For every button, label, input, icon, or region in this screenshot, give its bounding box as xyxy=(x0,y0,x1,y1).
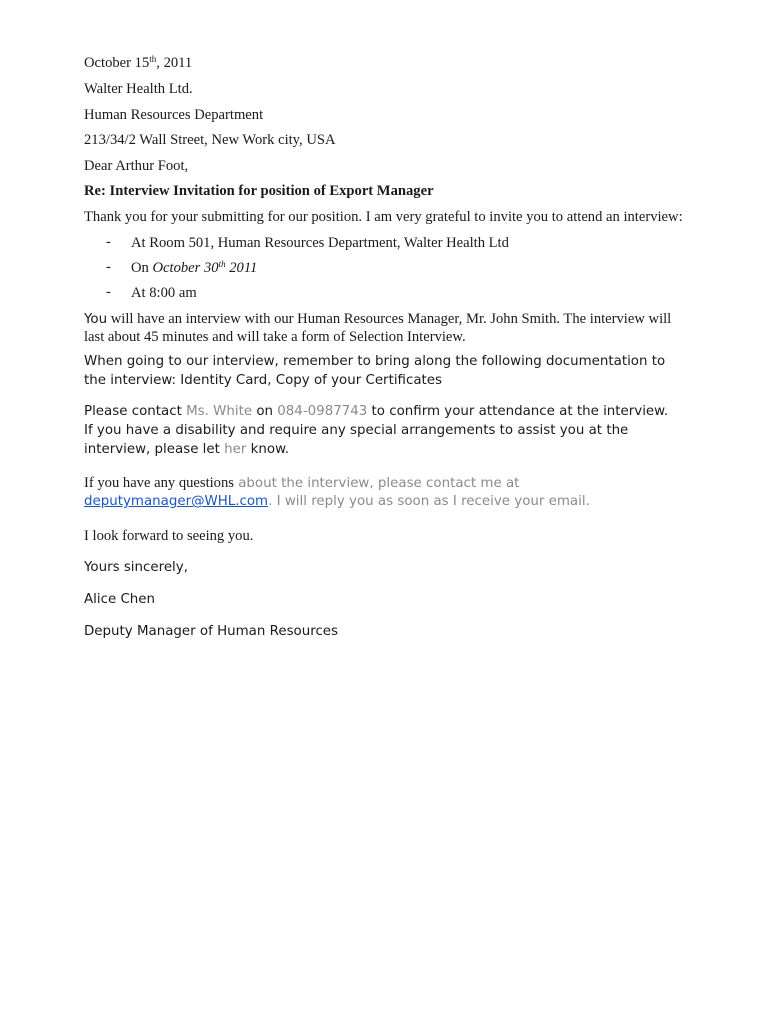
bullet-date-prefix: On xyxy=(131,260,153,276)
questions-line1 xyxy=(84,474,519,493)
email-link[interactable]: deputymanager@WHL.com xyxy=(84,494,269,509)
para1-line1-text: will have an interview with our Human Resources Manager, Mr. John Smith. The interview will xyxy=(107,311,672,327)
salutation: Dear Arthur Foot, xyxy=(84,158,189,174)
letter-date xyxy=(84,54,192,72)
bullet-marker: - xyxy=(106,234,111,250)
questions-line2 xyxy=(84,493,590,511)
bullet-date-ordinal: th xyxy=(218,259,226,269)
company-address: 213/34/2 Wall Street, New Work city, USA xyxy=(84,132,336,148)
contact-line3 xyxy=(84,441,289,459)
signer-title: Deputy Manager of Human Resources xyxy=(84,624,339,639)
signer-name: Alice Chen xyxy=(84,592,156,607)
bullet-date-value: October 30 xyxy=(152,260,219,276)
contact-line2: If you have a disability and require any special arrangements to assist you at the xyxy=(84,423,629,438)
contact-line3-text-a: interview, please let xyxy=(84,442,225,457)
look-forward-line: I look forward to seeing you. xyxy=(84,528,254,544)
contact-phone: 084-0987743 xyxy=(277,404,368,419)
bullet-marker: - xyxy=(106,259,111,275)
date-year: , 2011 xyxy=(156,55,193,71)
para1-start-word: You xyxy=(84,312,108,327)
questions-text-c: . I will reply you as soon as I receive your email. xyxy=(268,494,590,509)
contact-line3-text-b: know. xyxy=(246,442,290,457)
subject-line: Re: Interview Invitation for position of Export Manager xyxy=(84,183,434,199)
intro-paragraph: Thank you for your submitting for our position. I am very grateful to invite you to attend an interview: xyxy=(84,209,683,225)
bullet-marker: - xyxy=(106,284,111,300)
questions-text-b: about the interview, please contact me at xyxy=(233,476,520,491)
contact-text-a: Please contact xyxy=(84,404,187,419)
contact-line3-her: her xyxy=(224,442,247,457)
department-name: Human Resources Department xyxy=(84,107,264,123)
contact-line1 xyxy=(84,403,668,421)
contact-text-b: on xyxy=(252,404,278,419)
interview-details-line1 xyxy=(84,310,671,329)
closing-line: Yours sincerely, xyxy=(84,560,188,575)
bullet-text-location: At Room 501, Human Resources Department, Walter Health Ltd xyxy=(131,235,509,251)
date-text: October 15 xyxy=(84,55,150,71)
bullet-text-time: At 8:00 am xyxy=(131,285,197,301)
contact-text-c: to confirm your attendance at the interview. xyxy=(367,404,669,419)
date-ordinal: th xyxy=(149,54,157,64)
interview-details-line2: last about 45 minutes and will take a form of Selection Interview. xyxy=(84,329,466,345)
bullet-date-year: 2011 xyxy=(225,260,258,276)
bullet-text-date xyxy=(131,259,257,277)
contact-name: Ms. White xyxy=(186,404,253,419)
documents-line1: When going to our interview, remember to bring along the following documentation to xyxy=(84,354,666,369)
questions-text-a: If you have any questions xyxy=(84,475,234,491)
documents-line2: the interview: Identity Card, Copy of your Certificates xyxy=(84,373,443,388)
company-name: Walter Health Ltd. xyxy=(84,81,193,97)
